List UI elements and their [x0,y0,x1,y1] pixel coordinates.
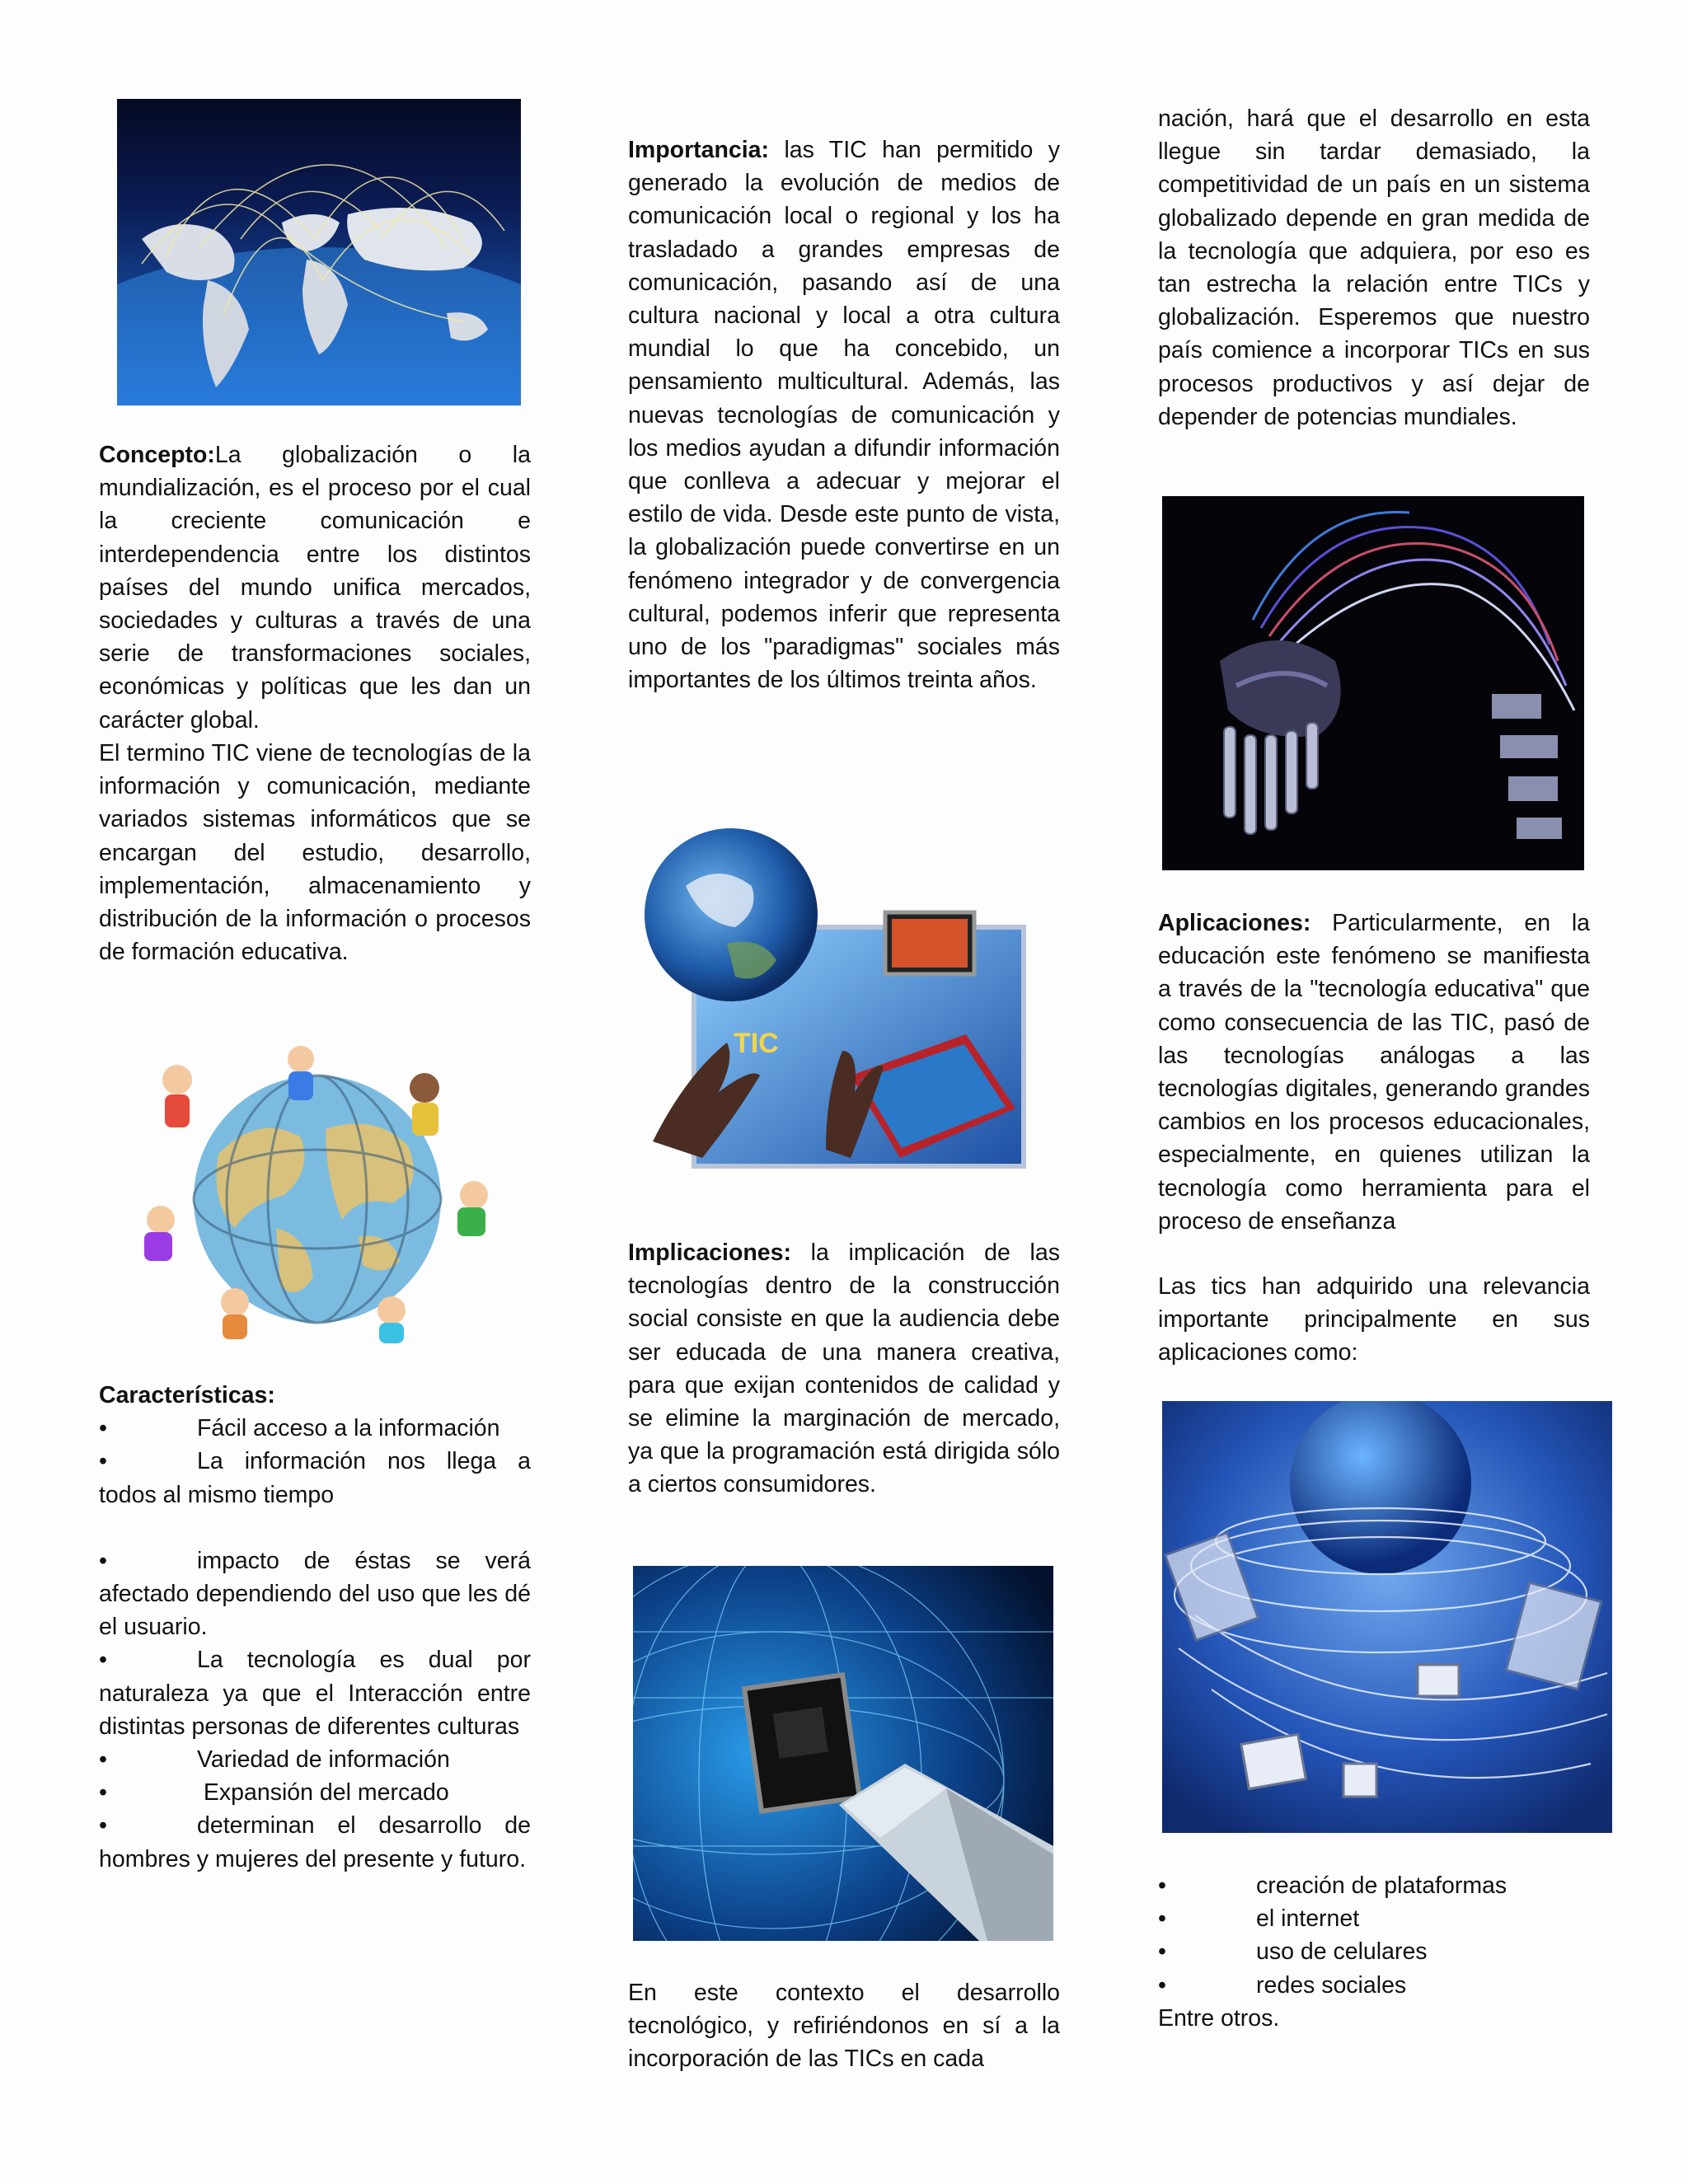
list-item: • redes sociales [1158,1969,1590,2002]
bullet-icon: • [99,1415,107,1442]
bullet-icon: • [99,1647,107,1674]
contexto-paragraph: En este contexto el desarrollo tecnológico, y refiriéndonos en sí a la incorporación de las TICs en cada [628,1980,1060,2073]
bullet-icon: • [99,1746,107,1774]
world-connections-image [117,99,521,405]
aplicaciones-list [1158,1869,1590,2035]
aplicaciones-body: Particularmente, en la educación este fenómeno se manifiesta a través de la "tecnología educativa" que como consecuencia de las TIC, pasó de las tecnologías análogas a las tecnologías digitales, generando grandes cambios en los procesos educacionales, especialmente, en quienes utilizan la tecnología como herramienta para el proceso de enseñanza [1158,910,1590,1235]
caracteristicas-section [99,1379,531,1876]
implicaciones-body: la implicación de las tecnologías dentro de la construcción social consiste en que la audiencia debe ser educada de una manera creativa, para que exijan contenidos de calidad y se elimine la marginación de mercado, ya que la programación está dirigida sólo a ciertos consumidores. [628,1240,1060,1498]
implicaciones-heading: Implicaciones: [628,1240,791,1266]
caracteristicas-heading: Características: [99,1382,275,1408]
list-item: • Fácil acceso a la información [99,1412,531,1445]
list-item: • uso de celulares [1158,1935,1590,1968]
list-item: • determinan el desarrollo de hombres y mujeres del presente y futuro. [99,1809,531,1875]
relevancia-paragraph: Las tics han adquirido una relevancia importante principalmente en sus aplicaciones como: [1158,1273,1590,1366]
list-item: • el internet [1158,1902,1590,1935]
list-item: • Variedad de información [99,1743,531,1776]
closing-text: Entre otros. [1158,2004,1280,2032]
concepto-body: La globalización o la mundialización, es el proceso por el cual la creciente comunicación e interdependencia entre los distintos países del mundo unifica mercados, sociedades y culturas a través de una serie de transformaciones sociales, económicas y políticas que les dan un carácter global. [99,442,531,733]
bullet-icon: • [99,1448,107,1475]
bullet-icon: • [1158,1905,1166,1933]
bullet-icon: • [99,1779,107,1807]
list-item: • La información nos llega a todos al mismo tiempo [99,1445,531,1511]
children-around-globe-image [111,1030,523,1343]
digital-globe-envelopes-image [1162,1401,1612,1833]
list-item: • Expansión del mercado [99,1776,531,1809]
aplicaciones-paragraph [1158,907,1590,1238]
tic-definition-paragraph: El termino TIC viene de tecnologías de la información y comunicación, mediante variados sistemas informáticos que se encargan del estudio, desarrollo, implementación, almacenamiento y distribución de la información o procesos de formación educativa. [99,740,531,966]
aplicaciones-heading: Aplicaciones: [1158,910,1311,936]
continuacion-paragraph: nación, hará que el desarrollo en esta llegue sin tardar demasiado, la competitividad de un país en un sistema globalizado depende en gran medida de la tecnología que adquiera, por eso es tan estrecha la relación entre TICs y globalización. Esperemos que nuestro país comience a incorporar TICs en sus procesos productivos y así dejar de depender de potencias mundiales. [1158,105,1590,430]
implicaciones-paragraph [628,1236,1060,1502]
network-cable-globe-image [633,1566,1053,1941]
bullet-icon: • [1158,1938,1166,1966]
list-item: • creación de plataformas [1158,1869,1590,1902]
bullet-icon: • [1158,1971,1166,1999]
bullet-icon: • [99,1812,107,1840]
importancia-body: las TIC han permitido y generado la evolución de medios de comunicación local o regional y los ha trasladado a grandes empresas de comunicación, pasando así de una cultura nacional y local a otra cultura mundial lo que ha concebido, un pensamiento multicultural. Además, las nuevas tecnologías de comunicación y los medios ayudan a difundir información que conlleva a adecuar y mejorar el estilo de vida. Desde este punto de vista, la globalización puede convertirse en un fenómeno integrador y de convergencia cultural, podemos inferir que representa uno de los "paradigmas" sociales más importantes de los últimos treinta años. [628,137,1060,694]
importancia-paragraph [628,134,1060,696]
concepto-paragraph [99,438,531,737]
importancia-heading: Importancia: [628,137,770,163]
list-item: • La tecnología es dual por naturaleza ya que el Interacción entre distintas personas de diferentes culturas [99,1643,531,1743]
list-item: • impacto de éstas se verá afectado dependiendo del uso que les dé el usuario. [99,1544,531,1644]
bullet-icon: • [1158,1872,1166,1899]
robotic-hand-image [1162,496,1584,870]
tic-image-label: TIC [734,1028,779,1059]
concepto-heading: Concepto: [99,442,215,468]
bullet-icon: • [99,1547,107,1574]
tic-globe-hands-image [636,828,1053,1191]
